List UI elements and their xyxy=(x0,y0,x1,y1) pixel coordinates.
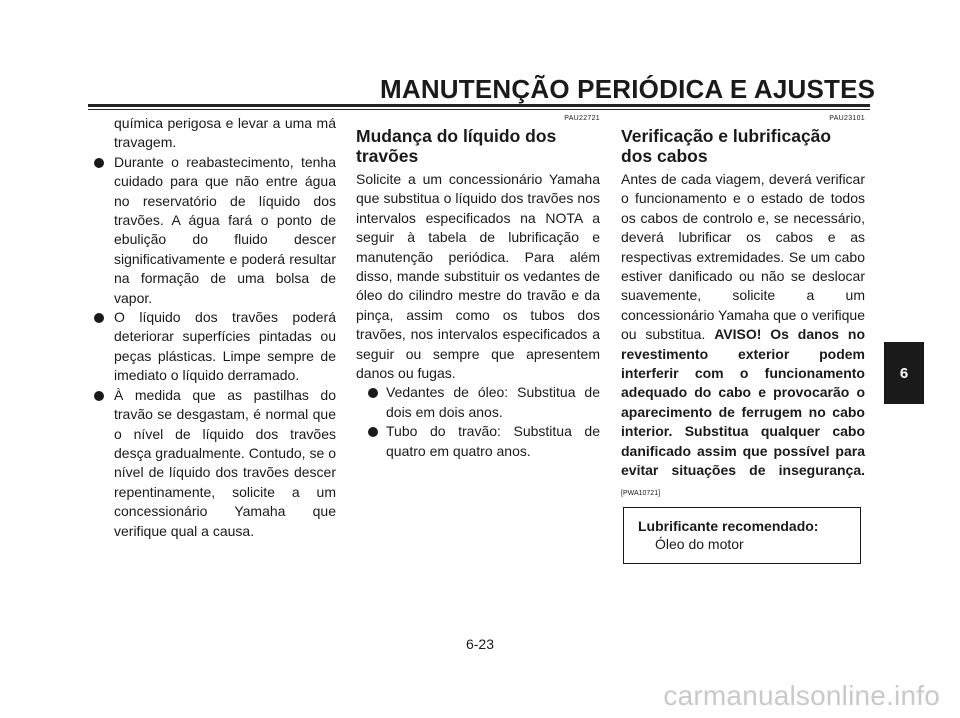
section-body xyxy=(621,170,865,503)
continued-paragraph: química perigosa e levar a uma má travagem. xyxy=(114,115,336,151)
bullet-dot-icon xyxy=(94,158,104,168)
column-middle xyxy=(356,114,600,461)
header-rule-thin xyxy=(88,109,870,110)
watermark: carmanualsonline.info xyxy=(663,680,940,711)
chapter-title: MANUTENÇÃO PERIÓDICA E AJUSTES xyxy=(380,74,876,104)
bullet-item xyxy=(92,153,336,308)
section-code: PAU22721 xyxy=(564,115,600,122)
bullet-item xyxy=(92,308,336,386)
bullet-dot-icon xyxy=(94,313,104,323)
section-body: Solicite a um concessionário Yamaha que substitua o líquido dos travões nos intervalos especificados na NOTA a seguir à tabela de lubrificação e manutenção periódica. Para além disso, mande substituir os vedantes de óleo do cilindro mestre do travão e da pinça, assim como os tubos dos travões, nos intervalos especificados a seguir ou sempre que apresentem danos ou fugas. xyxy=(356,171,600,382)
bullet-item xyxy=(356,422,600,461)
bullet-dot-icon xyxy=(368,388,378,398)
bullet-text: Tubo do travão: Substitua de quatro em quatro anos. xyxy=(386,423,600,459)
bullet-dot-icon xyxy=(94,391,104,401)
section-title: Verificação e lubrificação dos cabos xyxy=(621,126,832,166)
bullet-item xyxy=(92,386,336,541)
section-code: PAU23101 xyxy=(829,115,865,122)
warning-text: AVISO! Os danos no revestimento exterior podem interferir com o funcionamento adequado do cabo e provocarão o aparecimento de ferrugem no cabo interior. Substitua qualquer cabo danificado assim que possível para evitar situações de insegurança. xyxy=(621,326,865,479)
bullet-text: À medida que as pastilhas do travão se desgastam, é normal que o nível de líquido dos travões desça gradualmente. Contudo, se o nível de líquido dos travões descer repentinamente, solicite a um concessionário Yamaha que verifique qual a causa. xyxy=(114,386,336,539)
chapter-tab: 6 xyxy=(884,342,924,404)
bullet-text: O líquido dos travões poderá deteriorar superfícies pintadas ou peças plásticas. Limpe sempre de imediato o líquido derramado. xyxy=(114,309,336,384)
lubricant-label: Lubrificante recomendado: xyxy=(638,517,819,534)
bullet-text: Vedantes de óleo: Substitua de dois em dois anos. xyxy=(386,384,600,420)
bullet-item xyxy=(356,383,600,422)
page-number: 6-23 xyxy=(465,636,495,652)
bullet-text: Durante o reabastecimento, tenha cuidado para que não entre água no reservatório de líquido dos travões. A água fará o ponto de ebulição do fluido descer significativamente e poderá resultar na formação de uma bolsa de vapor. xyxy=(114,153,336,306)
lubricant-box xyxy=(623,507,861,564)
bullet-dot-icon xyxy=(368,427,378,437)
warning-code: [PWA10721] xyxy=(621,489,661,497)
column-left xyxy=(92,114,336,541)
lubricant-value: Óleo do motor xyxy=(655,535,744,552)
column-right xyxy=(621,114,865,564)
section-title: Mudança do líquido dos travões xyxy=(356,126,557,166)
body-text: Antes de cada viagem, deverá verificar o funcionamento e o estado de todos os cabos de controlo e, se necessário, deverá lubrificar os cabos e as respectivas extremidades. Se um cabo estiver danificado ou não se deslocar suavemente, solicite a um concessionário Yamaha que o verifique ou substitua. xyxy=(621,171,865,343)
header-rule xyxy=(88,104,870,107)
